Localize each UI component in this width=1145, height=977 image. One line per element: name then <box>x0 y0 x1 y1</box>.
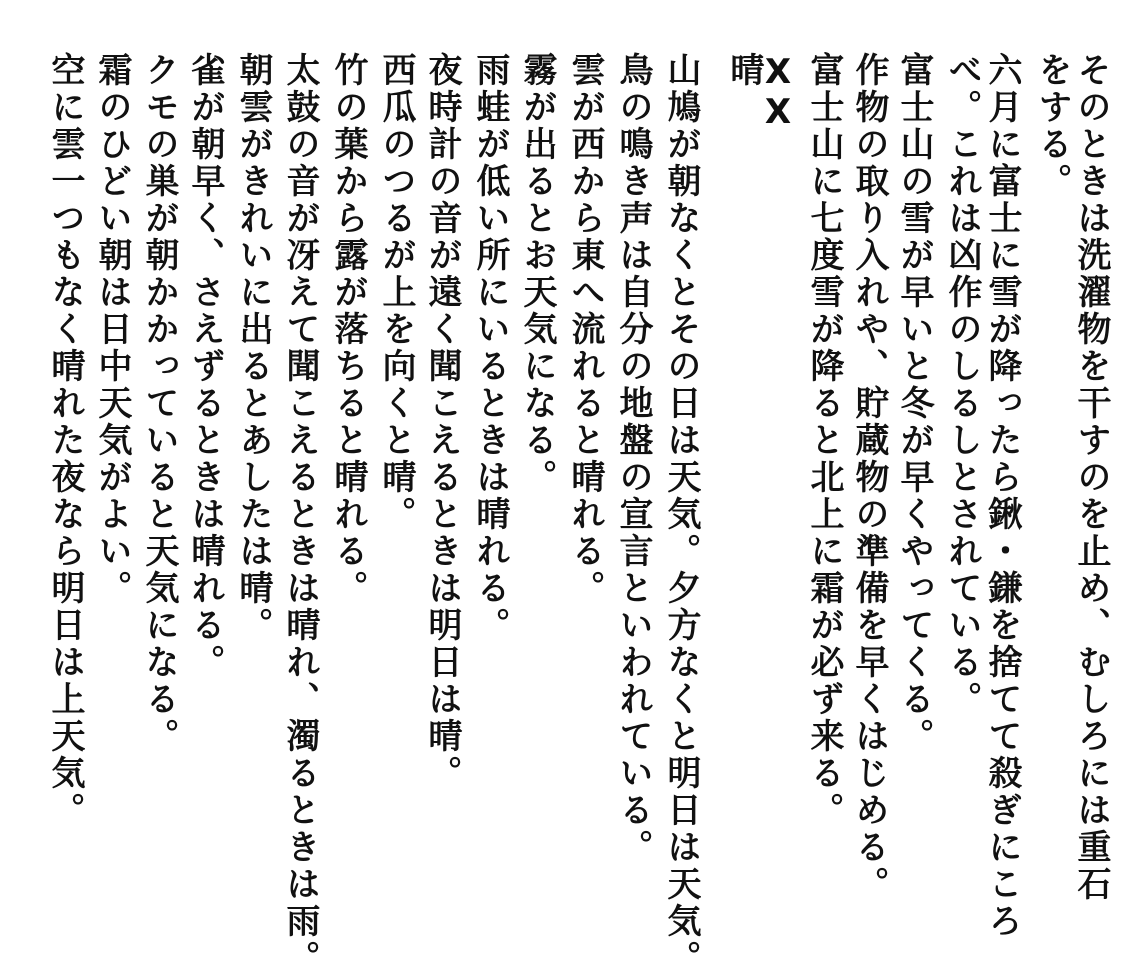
text-line: 富士山に七度雪が降ると北上に霜が必ず来る。 <box>804 52 844 829</box>
text-line: 竹の葉から露が落ちると晴れる。 <box>328 52 368 607</box>
text-line: 鳥の鳴き声は自分の地盤の宣言といわれている。 <box>613 52 653 866</box>
text-line: 夜時計の音が遠く聞こえるときは明日は晴。 <box>422 52 462 792</box>
text-line: をする。 <box>1032 52 1072 200</box>
text-line: 空に雲一つもなく晴れた夜なら明日は上天気。 <box>45 52 85 829</box>
section-title: 晴 <box>724 52 764 86</box>
text-line: 霧が出るとお天気になる。 <box>517 52 557 496</box>
text-line: 西瓜のつるが上を向くと晴。 <box>376 52 416 533</box>
text-line: クモの巣が朝かかっていると天気になる。 <box>139 52 179 755</box>
section-heading <box>724 52 798 154</box>
section-number: XX <box>758 52 798 132</box>
text-line: 六月に富士に雪が降ったら鍬・鎌を捨てて殺ぎにころ <box>982 52 1022 940</box>
text-line: 山鳩が朝なくとその日は天気。夕方なくと明日は天気。 <box>661 52 701 977</box>
text-line: 作物の取り入れや、貯蔵物の準備を早くはじめる。 <box>849 52 889 903</box>
text-line: 太鼓の音が冴えて聞こえるときは晴れ、濁るときは雨。 <box>280 52 320 977</box>
text-line: 雲が西から東へ流れると晴れる。 <box>565 52 605 607</box>
text-line: 朝雲がきれいに出るとあしたは晴。 <box>233 52 273 644</box>
text-line: 富士山の雪が早いと冬が早くやってくる。 <box>894 52 934 755</box>
text-line: 雨蛙が低い所にいるときは晴れる。 <box>470 52 510 644</box>
text-line: そのときは洗濯物を干すのを止め、むしろには重石 <box>1071 52 1111 903</box>
text-line: 霜のひどい朝は日中天気がよい。 <box>92 52 132 607</box>
text-line: 雀が朝早く、さえずるときは晴れる。 <box>185 52 225 681</box>
text-line: べ。これは凶作のしるしとされている。 <box>942 52 982 718</box>
